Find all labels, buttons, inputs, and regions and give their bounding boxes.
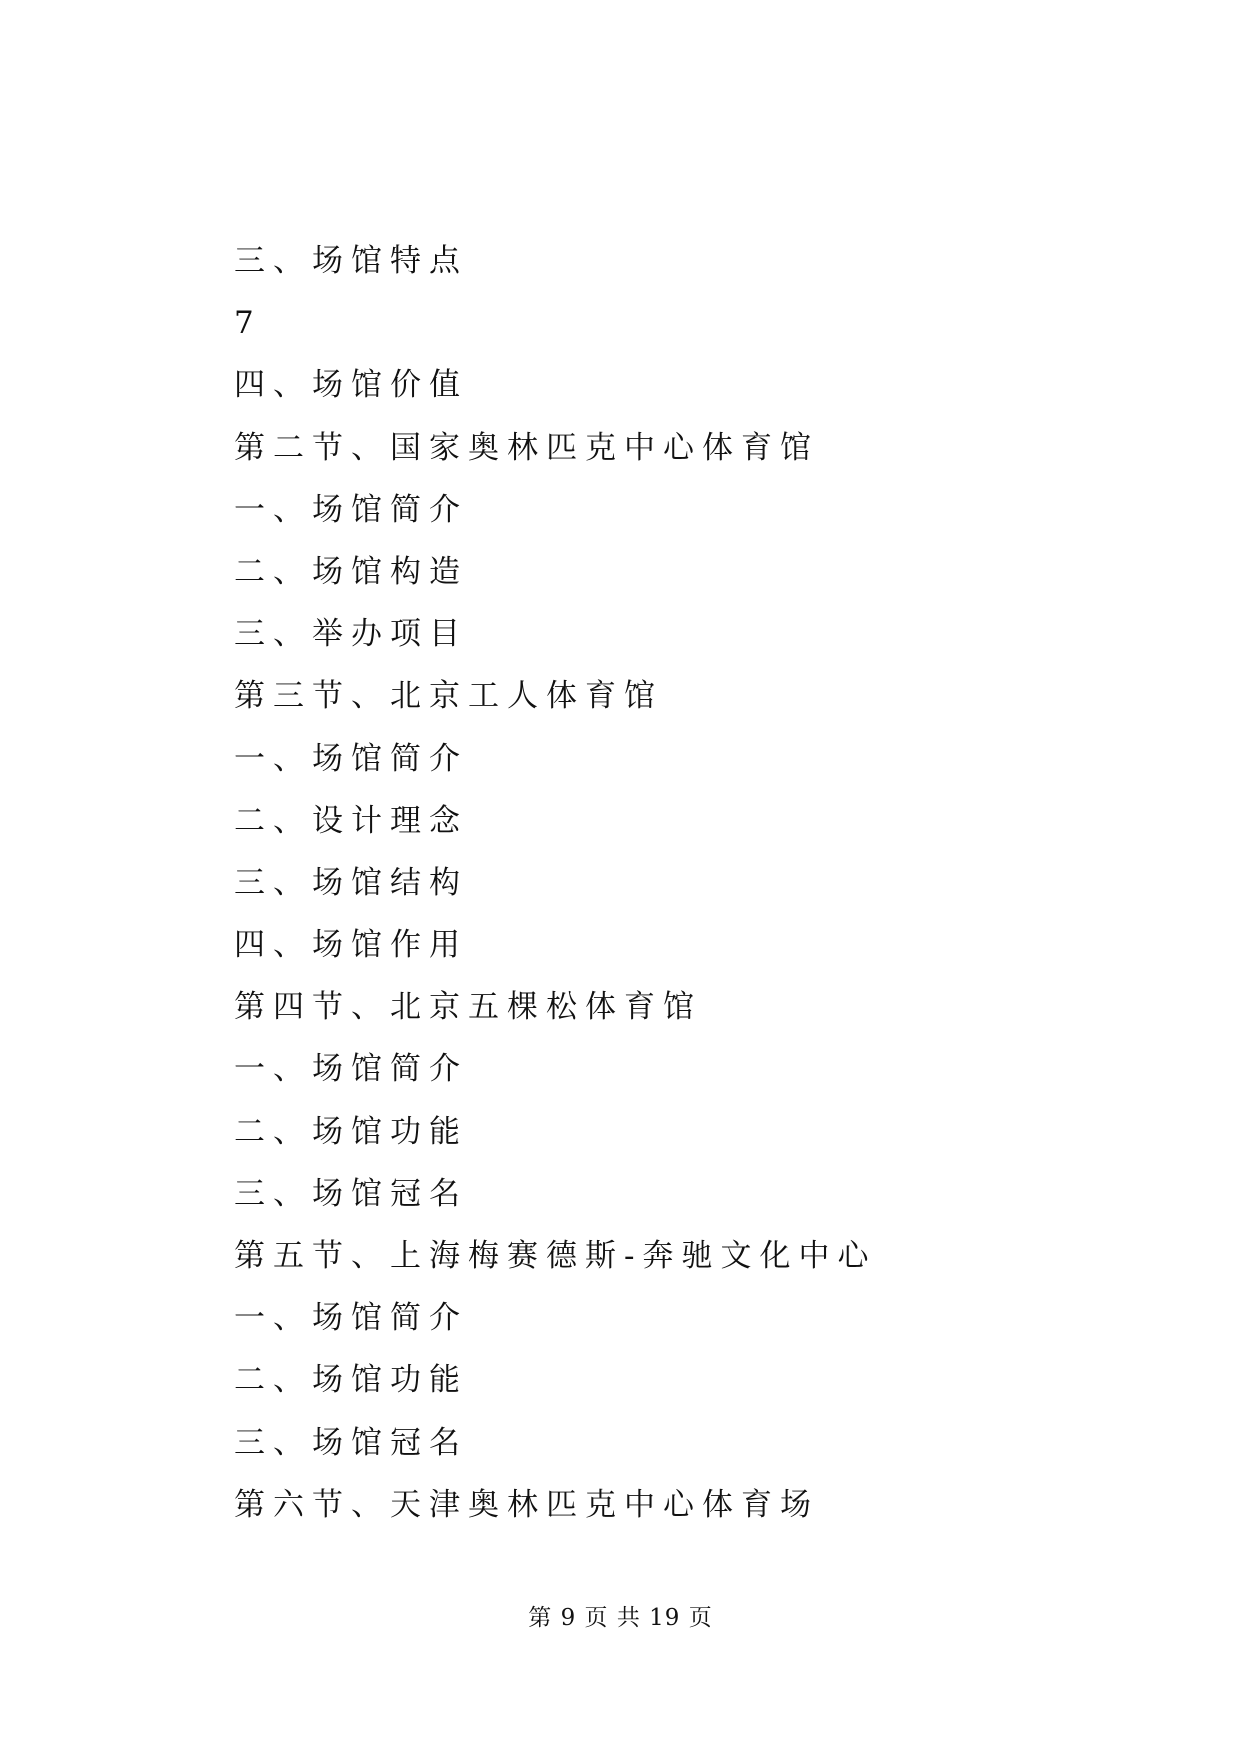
toc-line: 一、场馆简介 <box>234 491 468 528</box>
toc-line: 二、场馆功能 <box>234 1362 468 1399</box>
toc-line: 三、场馆冠名 <box>234 1424 468 1461</box>
toc-section-heading: 第六节、天津奥林匹克中心体育场 <box>234 1486 819 1523</box>
toc-line: 四、场馆价值 <box>234 367 468 404</box>
toc-line: 二、场馆功能 <box>234 1113 468 1150</box>
toc-line: 四、场馆作用 <box>234 927 468 964</box>
toc-section-heading: 第二节、国家奥林匹克中心体育馆 <box>234 429 819 466</box>
toc-line: 一、场馆简介 <box>234 1051 468 1088</box>
toc-section-heading: 第五节、上海梅赛德斯-奔驰文化中心 <box>234 1238 877 1274</box>
toc-list <box>234 230 876 1536</box>
toc-line: 三、场馆特点 <box>234 243 468 279</box>
toc-line: 三、场馆冠名 <box>234 1175 468 1212</box>
toc-section-heading: 第三节、北京工人体育馆 <box>234 678 663 715</box>
toc-line: 一、场馆简介 <box>234 1300 468 1337</box>
toc-line: 三、场馆结构 <box>234 864 468 901</box>
toc-line: 二、设计理念 <box>234 802 468 839</box>
toc-line: 7 <box>234 305 254 342</box>
toc-line: 三、举办项目 <box>234 616 468 653</box>
toc-line: 一、场馆简介 <box>234 740 468 777</box>
page-number-footer: 第 9 页 共 19 页 <box>528 1605 713 1631</box>
toc-line: 二、场馆构造 <box>234 553 468 590</box>
toc-section-heading: 第四节、北京五棵松体育馆 <box>234 989 702 1026</box>
